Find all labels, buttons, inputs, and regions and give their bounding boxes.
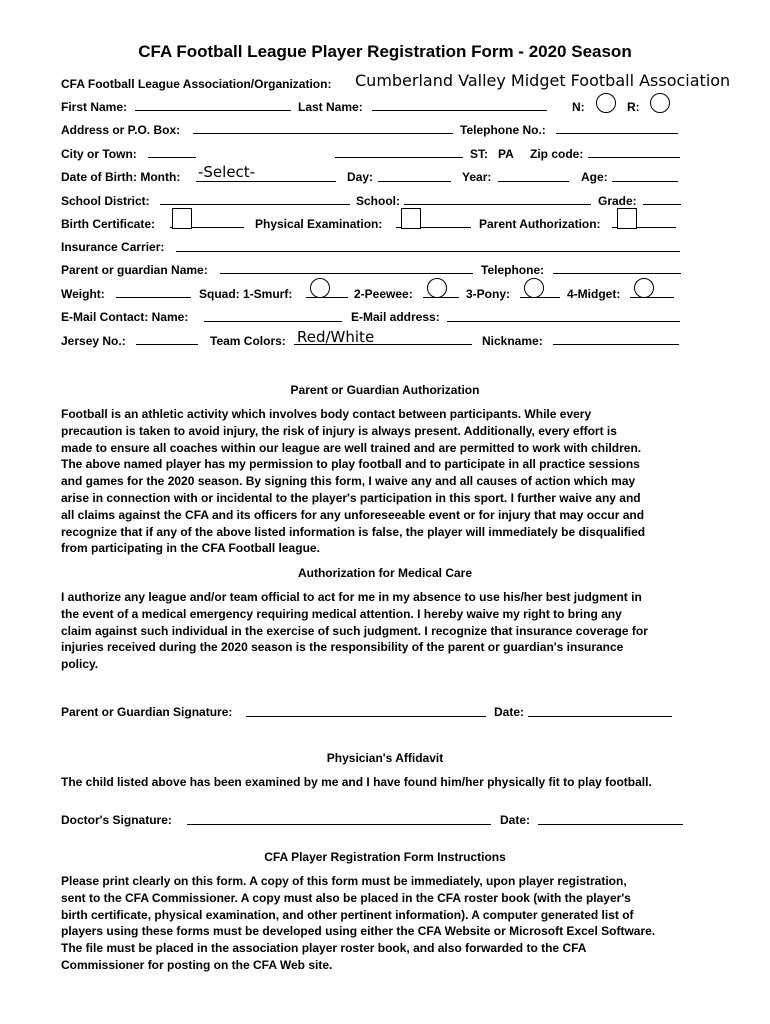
school-district-label: School District: [61,194,150,208]
email-name-label: E-Mail Contact: Name: [61,310,189,324]
parent-auth-text [61,406,691,557]
day-label: Day: [347,170,374,184]
instructions-heading: CFA Player Registration Form Instructions [264,850,506,864]
telephone-no-field[interactable] [556,133,678,134]
r-radio[interactable] [650,93,670,113]
school-label: School: [356,194,400,208]
grade-label: Grade: [598,194,637,208]
peewee-label: 2-Peewee: [354,287,413,301]
last-name-field[interactable] [372,110,547,111]
birth-certificate-label: Birth Certificate: [61,217,156,231]
midget-label: 4-Midget: [567,287,621,301]
dob-month-label: Date of Birth: Month: [61,170,181,184]
instructions-line: birth certificate, physical examination, and other pertinent information). A computer generated list of [61,907,634,922]
medical-care-line: I authorize any league and/or team official to act for me in my absence to use his/her best judgment in [61,590,642,604]
pony-radio[interactable] [524,278,544,298]
squad-smurf-label: Squad: 1-Smurf: [199,287,293,301]
parent-auth-line: precaution is taken to avoid injury, the risk of injury is always present. Additionally, every effort is [61,423,617,438]
telephone-field[interactable] [553,273,681,274]
age-field[interactable] [612,181,678,182]
medical-care-line: injuries received during the 2020 season is the responsibility of the parent or guardian's insurance [61,640,624,655]
parent-auth-line: arise in connection with or incidental to the player's participation in this sport. I further waive any and [61,490,641,505]
physical-exam-checkbox[interactable] [401,208,421,229]
smurf-radio[interactable] [310,278,330,298]
grade-field[interactable] [643,204,681,205]
team-colors-label: Team Colors: [210,334,286,348]
association-field[interactable]: Cumberland Valley Midget Football Association [355,71,731,90]
state-value: PA [498,147,514,161]
doctor-signature-label: Doctor's Signature: [61,813,172,827]
school-field[interactable] [404,204,591,205]
team-colors-field[interactable]: Red/White [297,328,375,346]
peewee-radio[interactable] [427,278,447,298]
form-title: CFA Football League Player Registration Form - 2020 Season [138,42,632,61]
first-name-field[interactable] [135,110,291,111]
guardian-name-field[interactable] [220,273,473,274]
medical-care-line: policy. [61,657,99,672]
weight-label: Weight: [61,287,105,301]
jersey-field[interactable] [136,344,198,345]
medical-care-text [61,589,691,673]
parent-auth-line: Football is an athletic activity which involves body contact between participants. While every [61,407,592,421]
parent-auth-line: recognize that if any of the above listed information is false, the player will immediately be disqualified [61,524,646,539]
parent-auth-heading: Parent or Guardian Authorization [290,383,480,397]
instructions-line: Please print clearly on this form. A copy of this form must be immediately, upon player registration, [61,874,627,888]
email-address-label: E-Mail address: [351,310,440,324]
nickname-field[interactable] [553,344,679,345]
year-label: Year: [462,170,492,184]
city-field[interactable] [148,157,196,158]
telephone-no-label: Telephone No.: [460,123,546,137]
pony-underline [520,297,560,298]
instructions-line: sent to the CFA Commissioner. A copy must also be placed in the CFA roster book (with the player's [61,890,631,905]
email-name-field[interactable] [204,321,342,322]
city-label: City or Town: [61,147,137,161]
instructions-text [61,873,691,974]
n-label: N: [572,100,585,114]
first-name-label: First Name: [61,100,128,114]
guardian-name-label: Parent or guardian Name: [61,263,208,277]
guardian-date-label: Date: [494,705,525,719]
parent-auth-line: made to ensure all coaches within our league are well trained and are permitted to work with children. [61,440,642,455]
month-select[interactable]: -Select- [198,163,256,181]
year-field[interactable] [498,181,569,182]
insurance-field[interactable] [176,251,680,252]
team-colors-underline [294,344,472,345]
physician-heading: Physician's Affidavit [326,751,444,765]
physician-text: The child listed above has been examined by me and I have found him/her physically fit to play football. [61,775,652,789]
email-address-field[interactable] [447,321,680,322]
weight-field[interactable] [116,297,191,298]
parent-auth-line: and games for the 2020 season. By signing this form, I waive any and all causes of action which may [61,474,636,489]
parent-auth-line: from participating in the CFA Football league. [61,541,320,556]
n-radio[interactable] [596,93,616,113]
instructions-line: players using these forms must be developed using either the CFA Website or Microsoft Excel Software. [61,924,656,939]
midget-underline [630,297,674,298]
guardian-date-field[interactable] [528,716,672,717]
month-select-underline [196,181,336,182]
midget-radio[interactable] [634,278,654,298]
pony-label: 3-Pony: [466,287,511,301]
school-district-field[interactable] [160,204,350,205]
age-label: Age: [581,170,608,184]
last-name-label: Last Name: [298,100,363,114]
day-field[interactable] [378,181,451,182]
zip-label: Zip code: [530,147,584,161]
parent-auth-label: Parent Authorization: [479,217,601,231]
parent-auth-line: The above named player has my permission to play football and to participate in all practice sessions [61,457,640,472]
zip-field[interactable] [588,157,680,158]
parent-auth-line: all claims against the CFA and its officers for any unforeseeable event or for injury that may occur and [61,507,645,522]
doctor-date-field[interactable] [538,824,683,825]
medical-care-line: the event of a medical emergency requiring medical attention. I hereby waive my right to bring any [61,606,622,621]
telephone-label: Telephone: [481,263,545,277]
smurf-underline [306,297,348,298]
state-label: ST: [470,147,488,161]
physical-exam-label: Physical Examination: [255,217,383,231]
guardian-signature-field[interactable] [246,716,486,717]
jersey-label: Jersey No.: [61,334,126,348]
association-label: CFA Football League Association/Organization: [61,77,332,91]
instructions-line: The file must be placed in the association player roster book, and also forwarded to the CFA [61,941,587,956]
nickname-label: Nickname: [482,334,543,348]
insurance-label: Insurance Carrier: [61,240,165,254]
instructions-line: Commissioner for posting on the CFA Web site. [61,957,333,972]
doctor-signature-field[interactable] [187,824,491,825]
medical-care-line: claim against such individual in the exercise of such judgment. I recognize that insurance coverage for [61,623,648,638]
guardian-signature-label: Parent or Guardian Signature: [61,705,233,719]
address-field[interactable] [193,133,453,134]
birth-certificate-checkbox[interactable] [172,208,192,229]
medical-care-heading: Authorization for Medical Care [297,566,473,580]
address-label: Address or P.O. Box: [61,123,181,137]
doctor-date-label: Date: [500,813,531,827]
r-label: R: [627,100,640,114]
city-field-extra[interactable] [335,157,463,158]
parent-auth-checkbox[interactable] [617,208,637,229]
